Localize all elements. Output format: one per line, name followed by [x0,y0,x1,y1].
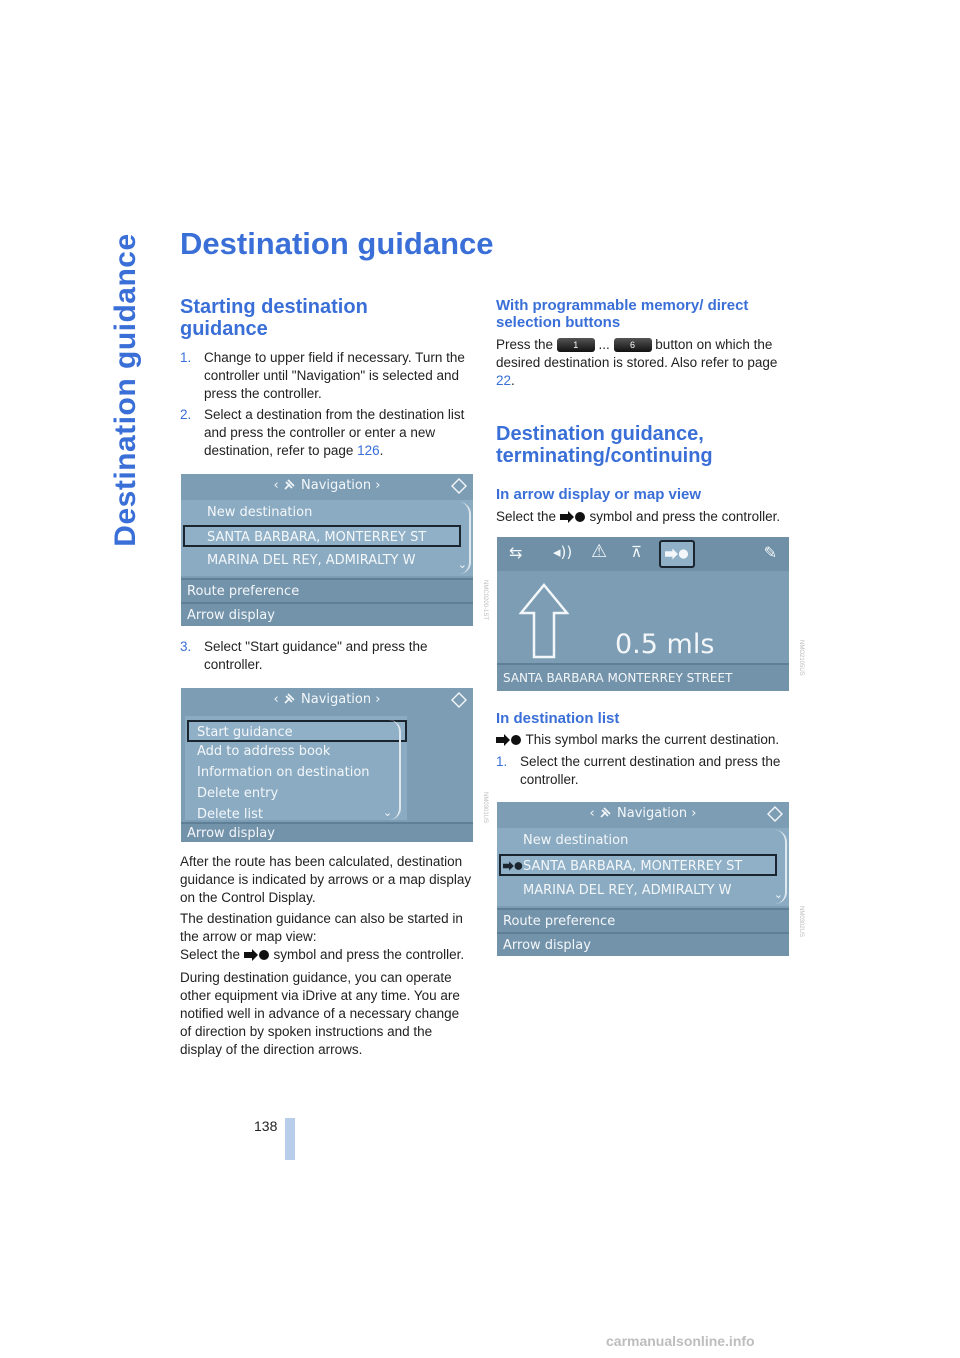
paragraph-idrive: During destination guidance, you can operate other equipment via iDrive at any time. You are notified well in advance of a necessary change of direction by spoken instructions and the display of the direction arrows. [180,970,460,1057]
step-text: Select "Start guidance" and press the controller. [204,639,428,672]
distance-readout: 0.5 mls [615,629,715,660]
satellite-icon [283,477,297,491]
voice-icon[interactable]: ◂)) [553,543,573,561]
text-part: symbol and press the controller. [269,947,465,962]
screen-header-text: Navigation [617,806,688,821]
step-number: 1. [180,350,192,365]
memory-button-1-icon: 1 [557,338,595,352]
paragraph-programmable-buttons [496,336,790,390]
destination-flag-icon [665,548,689,560]
scrollbar[interactable] [389,720,401,820]
options-list [185,716,407,820]
image-code: NMC0200-1ST [482,580,488,621]
destination-flag-icon [496,734,522,746]
navigation-screen-destination-list [181,474,473,626]
paragraph-select-symbol [180,946,474,964]
navigation-screen-current-destination [497,802,789,956]
paragraph-route-calculated: After the route has been calculated, destination guidance is indicated by arrows or a map display on the Control Display. [180,854,472,905]
settings-diamond-icon [767,806,783,822]
list-item[interactable]: MARINA DEL REY, ADMIRALTY W [207,553,416,568]
text-part: . [511,373,515,388]
direction-arrow-icon [519,583,569,659]
settings-diamond-icon [451,478,467,494]
text-part: This symbol marks the current destination. [522,732,780,747]
menu-route-preference[interactable]: Route preference [181,578,473,604]
list-item-delete-entry[interactable]: Delete entry [197,786,279,801]
arrow-display-screen [497,537,789,691]
step-text: Select the current destination and press the controller. [520,754,781,787]
menu-arrow-display[interactable]: Arrow display [181,822,473,842]
warning-icon[interactable]: ⚠ [591,541,608,562]
list-item[interactable]: MARINA DEL REY, ADMIRALTY W [523,883,732,898]
step-number: 3. [180,639,192,654]
step-text-end: . [379,443,384,458]
settings-icon[interactable]: ✎ [763,543,777,562]
screen-header: ‹ Navigation › [273,478,381,493]
heading-programmable-buttons: With programmable memory/ direct selection buttons [496,297,749,331]
destination-list [181,500,473,576]
terminate-guidance-button[interactable] [659,540,695,568]
heading-starting-guidance: Starting destination guidance [180,296,368,340]
step-text [204,406,474,460]
list-item-add-to-address-book[interactable]: Add to address book [197,744,331,759]
list-item-text: SANTA BARBARA, MONTERREY ST [523,859,743,874]
scroll-down-icon: ⌄ [457,558,467,571]
settings-diamond-icon [451,692,467,708]
scroll-down-icon: ⌄ [383,806,393,819]
screen-header: ‹ Navigation › [589,806,697,821]
text-part: button on which the desired destination is stored. Also refer to page [496,337,778,370]
text-part: ... [594,337,614,352]
side-section-title [96,230,156,550]
page-link-126[interactable]: 126 [357,443,380,458]
memory-button-6-icon: 6 [614,338,652,352]
list-item-new-destination[interactable]: New destination [523,833,629,848]
menu-arrow-display[interactable]: Arrow display [497,932,789,956]
list-item-information-on-destination[interactable]: Information on destination [197,765,370,780]
menu-route-preference[interactable]: Route preference [497,908,789,934]
text-part: Press the [496,337,557,352]
heading-arrow-display: In arrow display or map view [496,486,702,503]
list-item-delete-list[interactable]: Delete list [197,807,263,822]
destination-flag-icon [503,861,523,871]
list-item-current-destination[interactable] [499,854,777,876]
heading-terminating: Destination guidance, terminating/continuing [496,423,713,467]
step-text: Change to upper field if necessary. Turn the controller until "Navigation" is selected and press the controller. [204,350,465,401]
page-title: Destination guidance [180,226,494,261]
menu-arrow-display[interactable]: Arrow display [181,602,473,626]
list-item-start-guidance[interactable]: Start guidance [187,720,407,742]
paragraph-arrow-select [496,508,790,526]
back-icon[interactable]: ⇆ [509,543,523,562]
destination-list [497,828,789,906]
text-part: Select the [496,509,560,524]
paragraph-start-from-arrow: The destination guidance can also be started in the arrow or map view: [180,911,463,944]
image-code: NM0302US [798,906,804,938]
scroll-down-icon: ⌄ [773,888,783,901]
street-name: SANTA BARBARA MONTERREY STREET [497,663,789,691]
heading-destination-list: In destination list [496,710,620,727]
paragraph-symbol-marks [496,731,790,749]
page-number: 138 [254,1118,278,1134]
step-text-part: Select a destination from the destination list and press the controller or enter a new destination, refer to page [204,407,465,458]
step-number: 1. [496,754,508,769]
satellite-icon [599,805,613,819]
list-item-new-destination[interactable]: New destination [207,505,313,520]
screen-header-text: Navigation [301,692,372,707]
list-item-selected[interactable]: SANTA BARBARA, MONTERREY ST [183,525,461,547]
toolbar [497,537,789,571]
page-marker-bar [285,1118,295,1160]
screen-header: ‹ Navigation › [273,692,381,707]
destination-flag-icon [244,949,270,961]
traffic-icon[interactable]: ⊼ [631,543,642,561]
satellite-icon [283,691,297,705]
text-part: Select the [180,947,244,962]
image-code: NMO2105US [798,640,804,676]
footer-watermark: carmanualsonline.info [606,1333,755,1349]
image-code: NM0301US [482,792,488,824]
navigation-screen-options [181,688,473,842]
step-number: 2. [180,407,192,422]
destination-flag-icon [560,511,586,523]
screen-header-text: Navigation [301,478,372,493]
side-title-text: Destination guidance [109,233,142,547]
page-link-22[interactable]: 22 [496,373,512,388]
text-part: symbol and press the controller. [585,509,781,524]
